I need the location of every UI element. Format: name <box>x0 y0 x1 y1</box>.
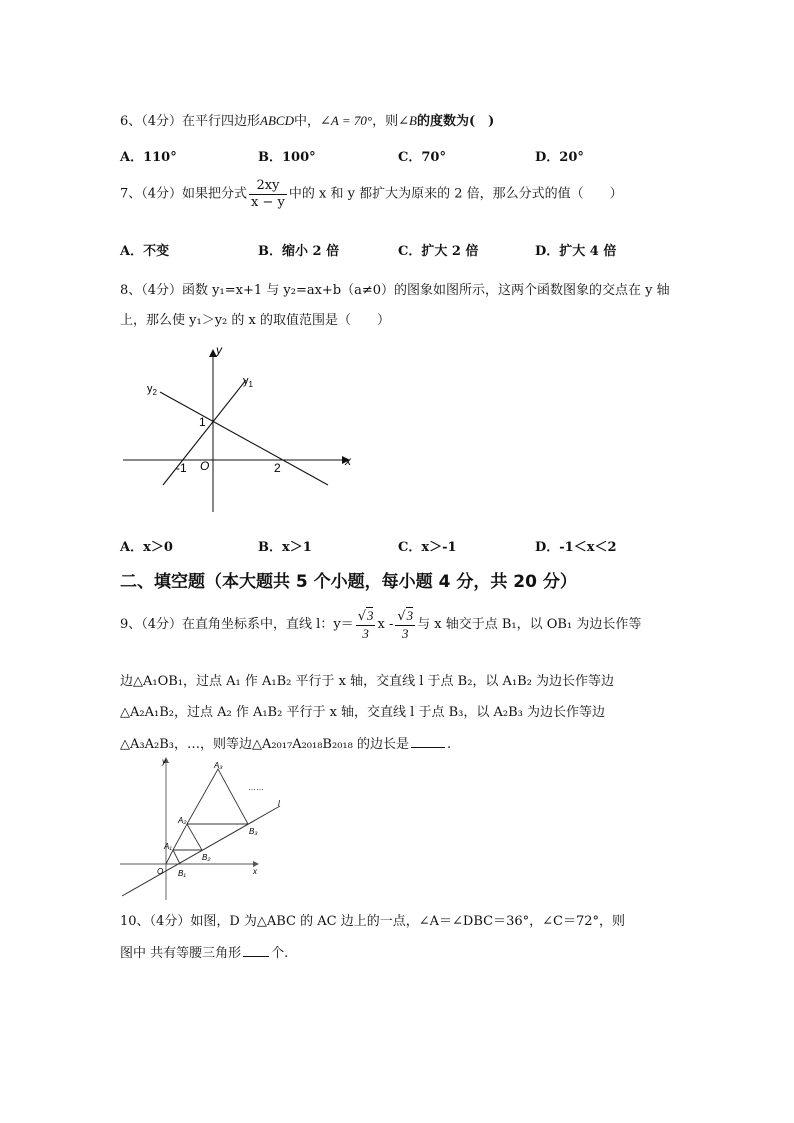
q6-parallelogram-name: ABCD <box>260 113 294 128</box>
q9-A2: A₂ <box>178 816 187 825</box>
q9-A1: A₁ <box>164 842 172 851</box>
q8-origin-label: O <box>200 459 210 473</box>
q9-suffix: 与 x 轴交于点 B₁，以 OB₁ 为边长作等 <box>417 617 642 632</box>
q9-triangle-3 <box>187 769 248 824</box>
q7-fraction-denominator: x − y <box>251 195 285 210</box>
q8-tick-2: 2 <box>274 461 281 475</box>
question-9-stem <box>120 608 641 642</box>
q6-option-c[interactable]: C．70° <box>398 150 446 165</box>
q7-prefix: 7、（4分）如果把分式 <box>120 186 248 202</box>
q9-triangle-figure <box>118 754 290 902</box>
q10-line-1: 10、（4分）如图，D 为△ABC 的 AC 边上的一点，∠A＝∠DBC＝36°，∠C＝72°，则 <box>120 914 625 929</box>
q9-triangle-2 <box>173 824 202 850</box>
q6-option-a[interactable]: A．110° <box>120 150 177 165</box>
question-6-stem <box>120 110 494 129</box>
q9-dots: …… <box>248 783 264 792</box>
q7-fraction-numerator: 2xy <box>249 178 287 195</box>
q8-option-d[interactable]: D．-1＜x＜2 <box>535 540 617 555</box>
q8-function-graph <box>118 340 358 520</box>
q9-line-l <box>122 806 280 896</box>
q8-tick-neg1: -1 <box>176 461 187 475</box>
q8-tick-1: 1 <box>199 415 206 429</box>
q9-prefix: 9、（4分）在直角坐标系中，直线 l：y＝ <box>120 617 354 632</box>
q9-B2: B₂ <box>202 853 211 862</box>
q9-A3: A₃ <box>214 761 223 770</box>
q9-triangle-1 <box>166 850 180 864</box>
q9-x-label: x <box>253 867 257 876</box>
q9-answer-blank[interactable] <box>411 735 445 748</box>
q6-prefix: 6、（4分）在平行四边形 <box>120 114 261 129</box>
q9-fraction-2: $\frac{√3}{3}$ <box>397 608 414 641</box>
q8-y-label: y <box>216 343 222 357</box>
q7-option-d[interactable]: D．扩大 4 倍 <box>535 244 617 259</box>
q8-option-a[interactable]: A．x＞0 <box>120 540 173 555</box>
q6-option-d[interactable]: D．20° <box>535 150 584 165</box>
q7-option-c[interactable]: C．扩大 2 倍 <box>398 244 479 259</box>
q7-suffix: 中的 x 和 y 都扩大为原来的 2 倍，那么分式的值（ ） <box>288 186 623 202</box>
q6-angle-a: A = 70° <box>330 113 373 128</box>
question-7-stem <box>120 178 623 211</box>
q9-line-4-end: . <box>446 737 452 752</box>
q9-y-label: y <box>162 757 166 766</box>
q9-line-4 <box>120 733 451 752</box>
q9-den-1: 3 <box>362 626 369 641</box>
q8-x-label: x <box>345 454 351 468</box>
q9-sqrt-2: 3 <box>406 608 414 623</box>
q8-option-b[interactable]: B．x＞1 <box>258 540 312 555</box>
q8-line-1: 8、（4分）函数 y₁=x+1 与 y₂=ax+b（a≠0）的图象如图所示，这两个函数图象的交点在 y 轴 <box>120 283 670 298</box>
q9-l-label: l <box>278 799 280 808</box>
q8-y2-label: $y_2$ <box>147 383 157 397</box>
q7-option-a[interactable]: A．不变 <box>120 244 170 259</box>
q9-den-2: 3 <box>401 626 409 641</box>
q9-sqrt-1: 3 <box>366 608 374 623</box>
q6-angle-b: B <box>409 113 417 128</box>
q6-mid: 中，∠ <box>294 114 331 129</box>
q8-y1-label: $y_1$ <box>243 375 253 389</box>
q10-answer-blank[interactable] <box>243 944 269 957</box>
q6-ask: 的度数为( ) <box>416 114 495 129</box>
q8-option-c[interactable]: C．x＞-1 <box>398 540 457 555</box>
q9-line-4-text: △A₃A₂B₃，…，则等边△A₂₀₁₇A₂₀₁₈B₂₀₁₈ 的边长是 <box>120 737 409 752</box>
q10-line-2-text: 图中 共有等腰三角形 <box>120 946 242 961</box>
q7-fraction <box>249 178 287 211</box>
section-2-heading: 二、填空题（本大题共 5 个小题，每小题 4 分，共 20 分） <box>120 572 577 592</box>
q10-line-2 <box>120 942 288 961</box>
q9-origin: O <box>157 867 164 876</box>
q9-fraction-1: $\frac{√3}{3}$ <box>357 608 374 641</box>
q9-B3: B₃ <box>249 827 258 836</box>
q6-option-b[interactable]: B．100° <box>258 150 316 165</box>
q9-B1: B₁ <box>178 869 186 878</box>
q9-x-minus: x - <box>377 617 394 632</box>
q8-line-2: 上，那么使 y₁＞y₂ 的 x 的取值范围是（ ） <box>120 313 390 328</box>
q10-line-2-end: 个. <box>271 946 289 961</box>
q9-line-2: 边△A₁OB₁，过点 A₁ 作 A₁B₂ 平行于 x 轴，交直线 l 于点 B₂，以 A₁B₂ 为边长作等边 <box>120 674 615 689</box>
q9-line-3: △A₂A₁B₂，过点 A₂ 作 A₁B₂ 平行于 x 轴，交直线 l 于点 B₃，以 A₂B₃ 为边长作等边 <box>120 705 605 720</box>
q7-option-b[interactable]: B．缩小 2 倍 <box>258 244 340 259</box>
q6-tail: ，则∠ <box>372 114 409 129</box>
